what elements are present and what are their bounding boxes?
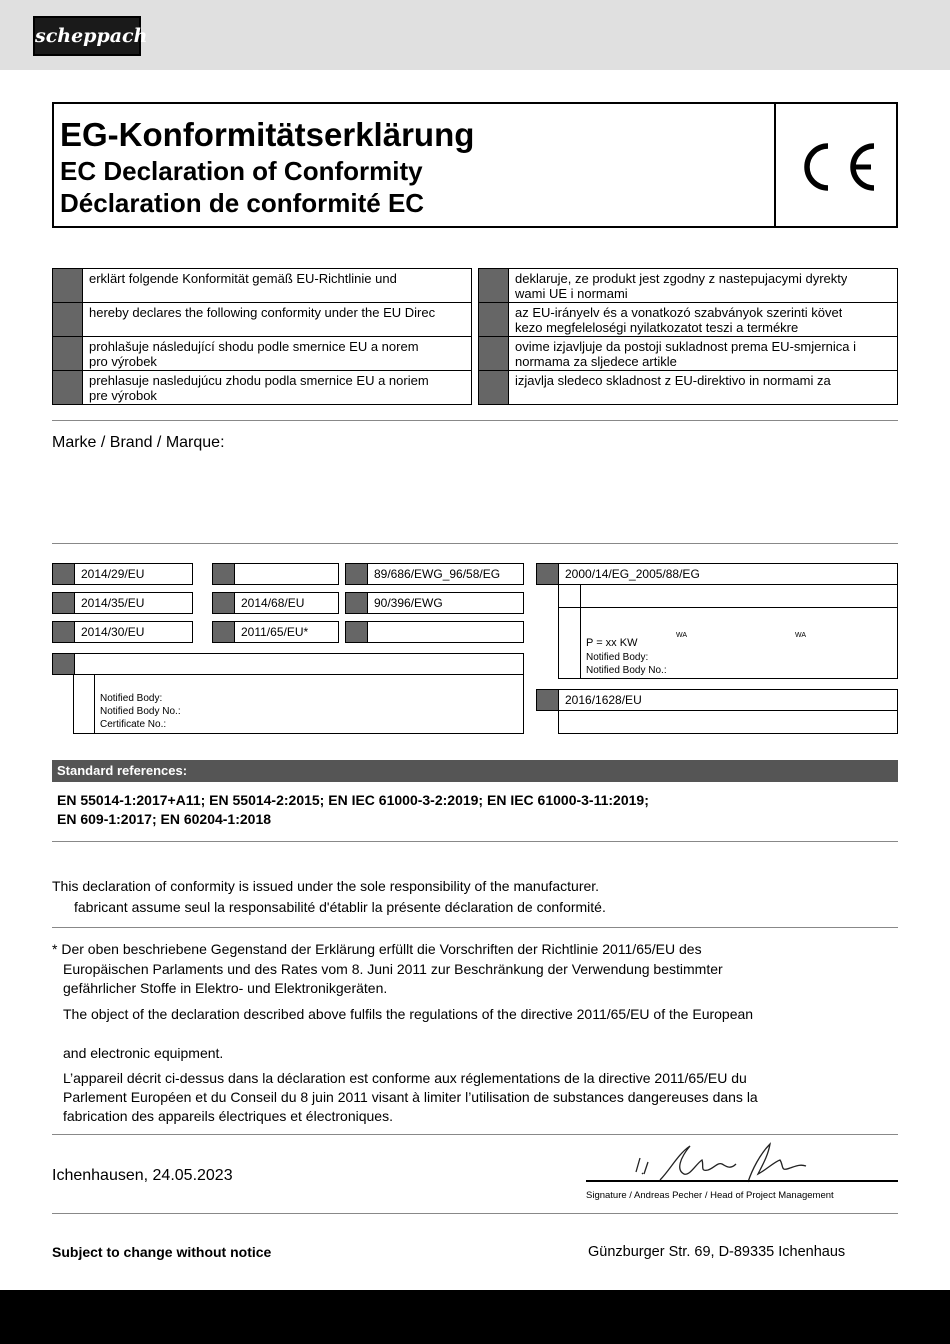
certificate-no-label: Certificate No.:	[100, 719, 167, 730]
standard-references-header: Standard references:	[52, 760, 898, 782]
signature-drawing-icon	[630, 1140, 810, 1184]
rohs-text: The object of the declaration described above fulfils the regulations of the directive 2011/65/EU of the European	[63, 1006, 754, 1022]
title-english: EC Declaration of Conformity	[60, 156, 423, 186]
directive-cell-wide	[52, 653, 524, 675]
declaration-text: erklärt folgende Konformität gemäß EU-Richtlinie und	[89, 271, 397, 286]
power-value: P = xx KW	[586, 637, 638, 649]
declaration-text: normama za sljedece artikle	[515, 354, 677, 369]
directive-cell	[212, 592, 339, 614]
declarations-right	[478, 268, 898, 405]
declaration-text: izjavlja sledeco skladnost z EU-direktivo in normami za	[515, 373, 831, 388]
rohs-text: and electronic equipment.	[63, 1045, 224, 1061]
checkbox-marker	[346, 564, 368, 584]
divider	[52, 1213, 898, 1214]
standards-line: EN 55014-1:2017+A11; EN 55014-2:2015; EN IEC 61000-3-2:2019; EN IEC 61000-3-11:2019;	[57, 792, 649, 808]
notified-body-no-label: Notified Body No.:	[100, 706, 181, 717]
declaration-text: wami UE i normami	[515, 286, 628, 301]
directive-cell	[52, 592, 193, 614]
declaration-text: deklaruje, ze produkt jest zgodny z nastepujacymi dyrekty	[515, 271, 848, 286]
checkbox-marker	[537, 690, 559, 710]
language-marker	[53, 337, 83, 370]
directive-text	[75, 654, 81, 674]
sub-box-divider	[580, 584, 581, 608]
directive-cell	[52, 563, 193, 585]
scheppach-logo: scheppach	[33, 16, 141, 56]
directive-text: 2014/35/EU	[81, 596, 145, 610]
checkbox-marker	[213, 593, 235, 613]
directive-cell	[536, 563, 898, 585]
directive-cell	[345, 592, 524, 614]
notified-body-label: Notified Body:	[100, 693, 163, 704]
footer-bar	[0, 1290, 950, 1344]
place-and-date: Ichenhausen, 24.05.2023	[52, 1167, 233, 1184]
divider	[52, 543, 898, 544]
language-marker	[479, 337, 509, 370]
responsibility-english: This declaration of conformity is issued under the sole responsibility of the manufacturer.	[52, 878, 600, 894]
noise-sub-box	[558, 584, 898, 608]
declaration-text: prehlasuje nasledujúcu zhodu podla smernice EU a noriem	[89, 373, 429, 388]
declaration-text: kezo megfeleloségi nyilatkozatot teszi a termékre	[515, 320, 799, 335]
declaration-row	[52, 370, 472, 405]
checkbox-marker	[537, 564, 559, 584]
title-divider	[774, 102, 776, 228]
notified-body-no-label: Notified Body No.:	[586, 665, 667, 676]
ce-mark-icon	[790, 132, 885, 202]
sub-box-divider	[580, 607, 581, 679]
language-marker	[479, 303, 509, 336]
directive-cell	[345, 621, 524, 643]
checkbox-marker	[53, 593, 75, 613]
directive-text: 2014/29/EU	[81, 567, 145, 581]
standards-line: EN 609-1:2017; EN 60204-1:2018	[57, 811, 272, 827]
title-french: Déclaration de conformité EC	[60, 188, 425, 218]
declaration-row	[478, 370, 898, 405]
sub-box-divider	[94, 674, 95, 734]
checkbox-marker	[346, 622, 368, 642]
responsibility-french: fabricant assume seul la responsabilité d'établir la présente déclaration de conformité.	[74, 899, 606, 915]
directive-sub-box	[558, 710, 898, 734]
declaration-row	[52, 268, 472, 303]
checkbox-marker	[53, 622, 75, 642]
title-german: EG-Konformitätserklärung	[60, 116, 475, 153]
declaration-text: prohlašuje následující shodu podle smernice EU a norem	[89, 339, 419, 354]
declaration-text: az EU-irányelv és a vonatkozó szabványok szerinti követ	[515, 305, 843, 320]
directive-text	[235, 564, 241, 584]
change-notice: Subject to change without notice	[52, 1244, 272, 1260]
directive-text: 2011/65/EU*	[241, 625, 309, 639]
wa-label: WA	[676, 632, 688, 639]
declaration-row	[52, 336, 472, 371]
wa-label: WA	[795, 632, 807, 639]
directive-cell	[536, 689, 898, 711]
declaration-text: hereby declares the following conformity under the EU Direc	[89, 305, 436, 320]
declaration-row	[478, 336, 898, 371]
rohs-text: fabrication des appareils électriques et électroniques.	[63, 1108, 393, 1124]
rohs-text: L’appareil décrit ci-dessus dans la déclaration est conforme aux réglementations de la directive 2011/65/EU du	[63, 1070, 747, 1086]
divider	[52, 1134, 898, 1135]
divider	[52, 420, 898, 421]
signature-caption: Signature / Andreas Pecher / Head of Project Management	[586, 1190, 834, 1201]
declaration-text: ovime izjavljuje da postoji sukladnost prema EU-smjernica i	[515, 339, 857, 354]
checkbox-marker	[213, 564, 235, 584]
directive-text: 2014/68/EU	[241, 596, 305, 610]
declaration-text: pro výrobek	[89, 354, 157, 369]
checkbox-marker	[213, 622, 235, 642]
language-marker	[479, 269, 509, 302]
language-marker	[53, 303, 83, 336]
directive-text: 90/396/EWG	[374, 596, 443, 610]
declaration-row	[52, 302, 472, 337]
brand-label: Marke / Brand / Marque:	[52, 434, 225, 451]
rohs-text: Parlement Européen et du Conseil du 8 juin 2011 visant à limiter l’utilisation de substances dangereuses dans la	[63, 1089, 758, 1105]
language-marker	[53, 269, 83, 302]
rohs-text: gefährlicher Stoffe in Elektro- und Elektronikgeräten.	[63, 980, 388, 996]
directive-text: 2014/30/EU	[81, 625, 145, 639]
declaration-row	[478, 302, 898, 337]
directive-cell	[52, 621, 193, 643]
checkbox-marker	[53, 654, 75, 674]
declarations-left	[52, 268, 472, 405]
language-marker	[53, 371, 83, 404]
directive-cell	[212, 621, 339, 643]
declaration-text: pre výrobok	[89, 388, 157, 403]
language-marker	[479, 371, 509, 404]
directive-cell	[212, 563, 339, 585]
divider	[52, 927, 898, 928]
rohs-text: Europäischen Parlaments und des Rates vom 8. Juni 2011 zur Beschränkung der Verwendung bestimmter	[63, 961, 723, 977]
divider	[52, 841, 898, 842]
directive-text: 89/686/EWG_96/58/EG	[374, 567, 501, 581]
checkbox-marker	[346, 593, 368, 613]
handwritten-signature	[630, 1140, 810, 1184]
notified-body-label: Notified Body:	[586, 652, 649, 663]
directive-text: 2000/14/EG_2005/88/EG	[565, 567, 700, 581]
rohs-text: * Der oben beschriebene Gegenstand der Erklärung erfüllt die Vorschriften der Richtlinie 2011/65/EU des	[52, 941, 702, 957]
signature-line	[586, 1180, 898, 1182]
directive-text	[368, 622, 374, 642]
checkbox-marker	[53, 564, 75, 584]
company-address: Günzburger Str. 69, D-89335 Ichenhaus	[588, 1244, 846, 1260]
directive-text: 2016/1628/EU	[565, 693, 642, 707]
declaration-row	[478, 268, 898, 303]
directive-cell	[345, 563, 524, 585]
